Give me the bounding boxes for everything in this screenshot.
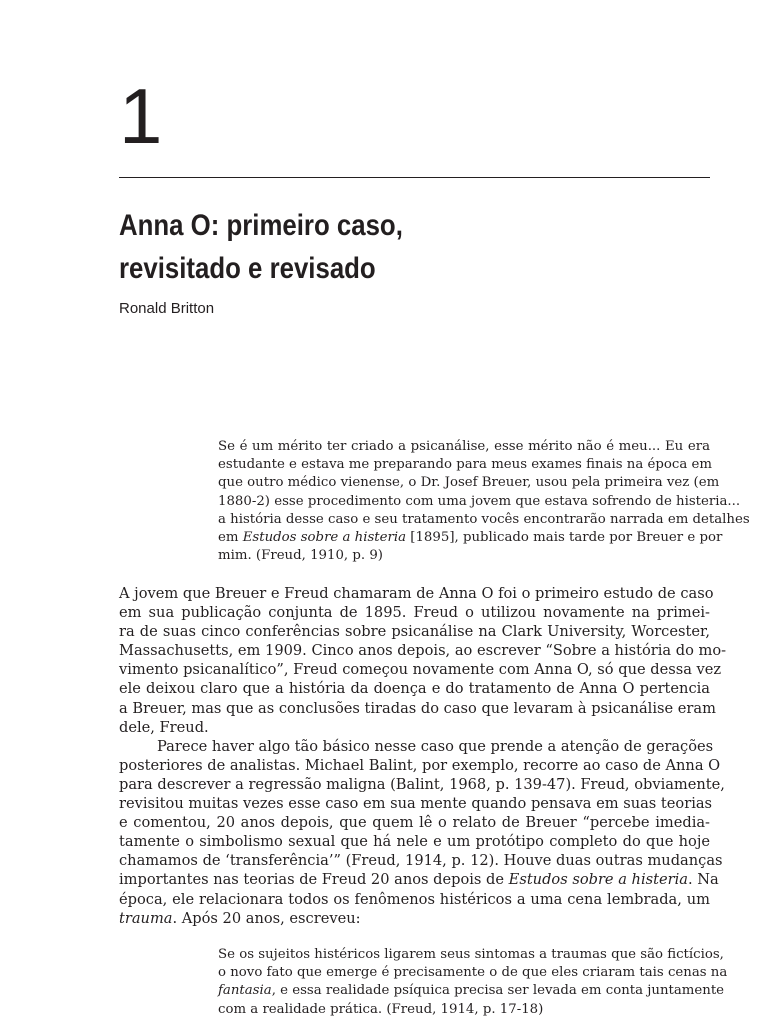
emphasis-italic: trauma <box>119 909 173 927</box>
epigraph-line: estudante e estava me preparando para meus exames finais na época em <box>218 457 712 473</box>
block-quote-line: Se os sujeitos histéricos ligarem seus sintomas a traumas que são fictícios, <box>218 947 724 962</box>
body-text-run: . Após 20 anos, escreveu: <box>172 909 361 927</box>
body-line: em sua publicação conjunta de 1895. Freud o utilizou novamente na primei- <box>119 604 710 622</box>
chapter-title-line-2: revisitado e revisado <box>119 252 376 285</box>
chapter-title-line-1: Anna O: primeiro caso, <box>119 209 403 242</box>
body-line: e comentou, 20 anos depois, que quem lê o relato de Breuer “percebe imedia- <box>119 814 710 832</box>
body-line: posteriores de analistas. Michael Balint, por exemplo, recorre ao caso de Anna O <box>119 756 721 774</box>
body-line: a Breuer, mas que as conclusões tiradas do caso que levaram à psicanálise eram <box>119 699 716 717</box>
chapter-title <box>119 204 627 290</box>
block-quote-text: , e essa realidade psíquica precisa ser levada em conta juntamente <box>271 983 725 999</box>
chapter-author: Ronald Britton <box>119 300 215 317</box>
chapter-number: 1 <box>119 72 162 160</box>
body-line: para descrever a regressão maligna (Balint, 1968, p. 139-47). Freud, obviamente, <box>119 775 725 793</box>
body-line: dele, Freud. <box>119 718 209 736</box>
emphasis-italic: fantasia <box>218 983 272 999</box>
book-title-italic: Estudos sobre a histeria <box>508 871 688 889</box>
block-quote-citation-line: com a realidade prática. (Freud, 1914, p. 17-18) <box>218 1001 544 1017</box>
body-text-run: . Na <box>687 871 719 889</box>
body-line <box>119 909 710 928</box>
block-quote-line <box>218 982 725 1000</box>
body-line: Massachusetts, em 1909. Cinco anos depois, ao escrever “Sobre a história do mo- <box>119 642 727 660</box>
body-line: tamente o simbolismo sexual que há nele e um protótipo completo do que hoje <box>119 833 710 851</box>
body-line: vimento psicanalítico”, Freud começou novamente com Anna O, só que dessa vez <box>119 661 722 679</box>
body-text-run: importantes nas teorias de Freud 20 anos depois de <box>119 871 509 889</box>
book-title-italic: Estudos sobre a histeria <box>242 530 407 546</box>
epigraph-line: a história desse caso e seu tratamento vocês encontrarão narrada em detalhes <box>218 511 750 527</box>
epigraph-line: que outro médico vienense, o Dr. Josef Breuer, usou pela primeira vez (em <box>218 475 720 491</box>
epigraph-text: em <box>218 530 243 546</box>
body-line: chamamos de ‘transferência’” (Freud, 1914, p. 12). Houve duas outras mudanças <box>119 852 723 870</box>
epigraph-line: Se é um mérito ter criado a psicanálise, esse mérito não é meu... Eu era <box>218 439 710 454</box>
body-line: época, ele relacionara todos os fenômenos histéricos a uma cena lembrada, um <box>119 890 710 908</box>
body-line: A jovem que Breuer e Freud chamaram de Anna O foi o primeiro estudo de caso <box>119 585 714 602</box>
epigraph-line <box>218 529 723 547</box>
body-line: ra de suas cinco conferências sobre psicanálise na Clark University, Worcester, <box>119 623 710 641</box>
block-quote-line: o novo fato que emerge é precisamente o de que eles criaram tais cenas na <box>218 965 728 981</box>
chapter-rule <box>119 177 710 178</box>
epigraph-line: 1880-2) esse procedimento com uma jovem que estava sofrendo de histeria... <box>218 493 741 509</box>
body-line <box>119 870 719 889</box>
epigraph-text: [1895], publicado mais tarde por Breuer e por <box>406 530 723 546</box>
epigraph <box>218 438 750 565</box>
body-line: Parece haver algo tão básico nesse caso que prende a atenção de gerações <box>157 737 714 755</box>
body-text <box>119 584 727 928</box>
body-line: revisitou muitas vezes esse caso em sua mente quando pensava em suas teorias <box>119 795 713 813</box>
epigraph-citation-line: mim. (Freud, 1910, p. 9) <box>218 548 383 564</box>
block-quote <box>218 946 728 1019</box>
body-line: ele deixou claro que a história da doença e do tratamento de Anna O pertencia <box>119 680 710 698</box>
